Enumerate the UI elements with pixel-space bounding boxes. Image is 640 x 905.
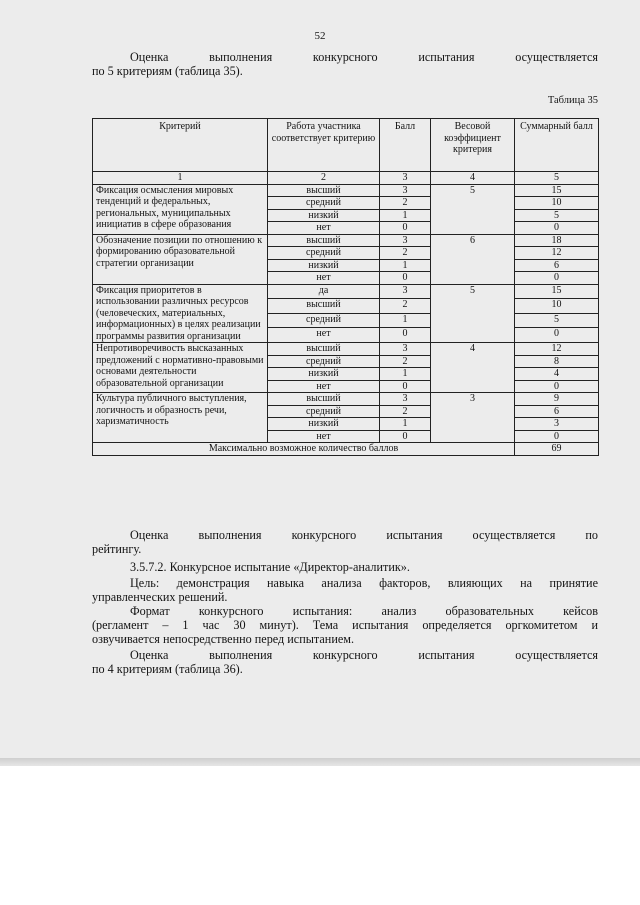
criterion-score: 2 <box>380 247 431 260</box>
criterion-total: 0 <box>515 328 599 343</box>
intro-line-2: по 5 критериям (таблица 35). <box>92 64 243 78</box>
scan-edge <box>0 758 640 766</box>
criterion-total: 6 <box>515 405 599 418</box>
goal-line-2: управленческих решений. <box>92 590 228 604</box>
criterion-weight: 4 <box>431 343 515 393</box>
criterion-score: 3 <box>380 343 431 356</box>
criterion-level: высший <box>268 393 380 406</box>
criterion-score: 3 <box>380 234 431 247</box>
criterion-score: 2 <box>380 355 431 368</box>
header-criterion: Критерий <box>93 119 268 172</box>
header-match: Работа участника соответствует критерию <box>268 119 380 172</box>
criterion-score: 3 <box>380 184 431 197</box>
table-header-row <box>93 119 599 172</box>
ranking-line-1: Оценка выполнения конкурсного испытания осуществляется по <box>130 528 598 542</box>
criterion-level: нет <box>268 328 380 343</box>
criterion-score: 2 <box>380 299 431 314</box>
header-weight: Весовой коэффициент критерия <box>431 119 515 172</box>
criterion-total: 0 <box>515 430 599 443</box>
criterion-score: 0 <box>380 222 431 235</box>
criterion-level: высший <box>268 299 380 314</box>
criterion-level: нет <box>268 430 380 443</box>
format-line-3: озвучивается непосредственно перед испытанием. <box>92 632 355 646</box>
criterion-score: 0 <box>380 380 431 393</box>
table-row <box>93 284 599 299</box>
column-number: 5 <box>515 172 599 185</box>
criteria-count-line-2: по 4 критериям (таблица 36). <box>92 662 243 676</box>
criterion-total: 10 <box>515 299 599 314</box>
column-number: 1 <box>93 172 268 185</box>
table-row <box>93 393 599 406</box>
column-number: 4 <box>431 172 515 185</box>
criterion-level: средний <box>268 313 380 328</box>
criterion-level: нет <box>268 222 380 235</box>
table-row <box>93 234 599 247</box>
criterion-score: 2 <box>380 197 431 210</box>
criterion-weight: 5 <box>431 184 515 234</box>
column-number: 3 <box>380 172 431 185</box>
criterion-level: низкий <box>268 209 380 222</box>
table-numbering-row <box>93 172 599 185</box>
criterion-total: 12 <box>515 343 599 356</box>
section-heading <box>92 560 598 574</box>
ranking-paragraph <box>92 528 598 556</box>
criterion-level: средний <box>268 405 380 418</box>
criterion-total: 3 <box>515 418 599 431</box>
criterion-name: Обозначение позиции по отношению к формированию образовательной стратегии организации <box>93 234 268 284</box>
criterion-score: 0 <box>380 430 431 443</box>
page-number: 52 <box>314 30 326 42</box>
format-line-1: Формат конкурсного испытания: анализ образовательных кейсов <box>130 604 598 618</box>
criterion-level: низкий <box>268 418 380 431</box>
criterion-name: Фиксация приоритетов в использовании различных ресурсов (человеческих, материальных, информационных) в целях реализации программы развития организации <box>93 284 268 343</box>
criterion-level: низкий <box>268 259 380 272</box>
criterion-level: высший <box>268 343 380 356</box>
criterion-total: 6 <box>515 259 599 272</box>
criterion-score: 0 <box>380 328 431 343</box>
criterion-level: нет <box>268 272 380 285</box>
header-total: Суммарный балл <box>515 119 599 172</box>
table-caption: Таблица 35 <box>547 95 598 106</box>
column-number: 2 <box>268 172 380 185</box>
criterion-weight: 6 <box>431 234 515 284</box>
criterion-total: 18 <box>515 234 599 247</box>
table-total-row <box>93 443 599 456</box>
criterion-level: средний <box>268 197 380 210</box>
criterion-score: 3 <box>380 284 431 299</box>
criterion-name: Непротиворечивость высказанных предложений с нормативно-правовыми основами деятельности образовательной организации <box>93 343 268 393</box>
criterion-score: 1 <box>380 209 431 222</box>
criterion-score: 1 <box>380 259 431 272</box>
criterion-level: да <box>268 284 380 299</box>
criterion-score: 1 <box>380 418 431 431</box>
criterion-total: 12 <box>515 247 599 260</box>
criterion-total: 0 <box>515 380 599 393</box>
criterion-name: Фиксация осмысления мировых тенденций и федеральных, региональных, муниципальных инициатив в сфере образования <box>93 184 268 234</box>
criterion-level: низкий <box>268 368 380 381</box>
criterion-total: 0 <box>515 272 599 285</box>
table-row <box>93 343 599 356</box>
intro-paragraph <box>92 50 598 78</box>
criterion-name: Культура публичного выступления, логичность и образность речи, харизматичность <box>93 393 268 443</box>
criterion-level: высший <box>268 184 380 197</box>
criterion-score: 2 <box>380 405 431 418</box>
criterion-weight: 5 <box>431 284 515 343</box>
criteria-count-paragraph <box>92 648 598 676</box>
goal-paragraph <box>92 576 598 604</box>
criterion-total: 8 <box>515 355 599 368</box>
criterion-level: средний <box>268 247 380 260</box>
goal-line-1: Цель: демонстрация навыка анализа факторов, влияющих на принятие <box>130 576 598 590</box>
criterion-score: 1 <box>380 368 431 381</box>
table-body <box>93 184 599 443</box>
max-score-value: 69 <box>515 443 599 456</box>
header-score: Балл <box>380 119 431 172</box>
criterion-total: 5 <box>515 209 599 222</box>
criterion-score: 3 <box>380 393 431 406</box>
criterion-total: 10 <box>515 197 599 210</box>
table-row <box>93 184 599 197</box>
criterion-level: высший <box>268 234 380 247</box>
criterion-weight: 3 <box>431 393 515 443</box>
criterion-total: 15 <box>515 284 599 299</box>
format-line-2: (регламент – 1 час 30 минут). Тема испытания определяется оргкомитетом и <box>92 618 598 632</box>
criteria-table <box>92 118 599 456</box>
criterion-total: 0 <box>515 222 599 235</box>
max-score-label: Максимально возможное количество баллов <box>93 443 515 456</box>
ranking-line-2: рейтингу. <box>92 542 142 556</box>
criterion-total: 15 <box>515 184 599 197</box>
section-title: 3.5.7.2. Конкурсное испытание «Директор-аналитик». <box>130 560 410 574</box>
intro-line-1: Оценка выполнения конкурсного испытания осуществляется <box>130 50 598 64</box>
criteria-count-line-1: Оценка выполнения конкурсного испытания осуществляется <box>130 648 598 662</box>
criterion-total: 9 <box>515 393 599 406</box>
criterion-level: нет <box>268 380 380 393</box>
format-paragraph <box>92 604 598 646</box>
criterion-total: 4 <box>515 368 599 381</box>
criterion-level: средний <box>268 355 380 368</box>
criterion-score: 0 <box>380 272 431 285</box>
criterion-total: 5 <box>515 313 599 328</box>
criterion-score: 1 <box>380 313 431 328</box>
